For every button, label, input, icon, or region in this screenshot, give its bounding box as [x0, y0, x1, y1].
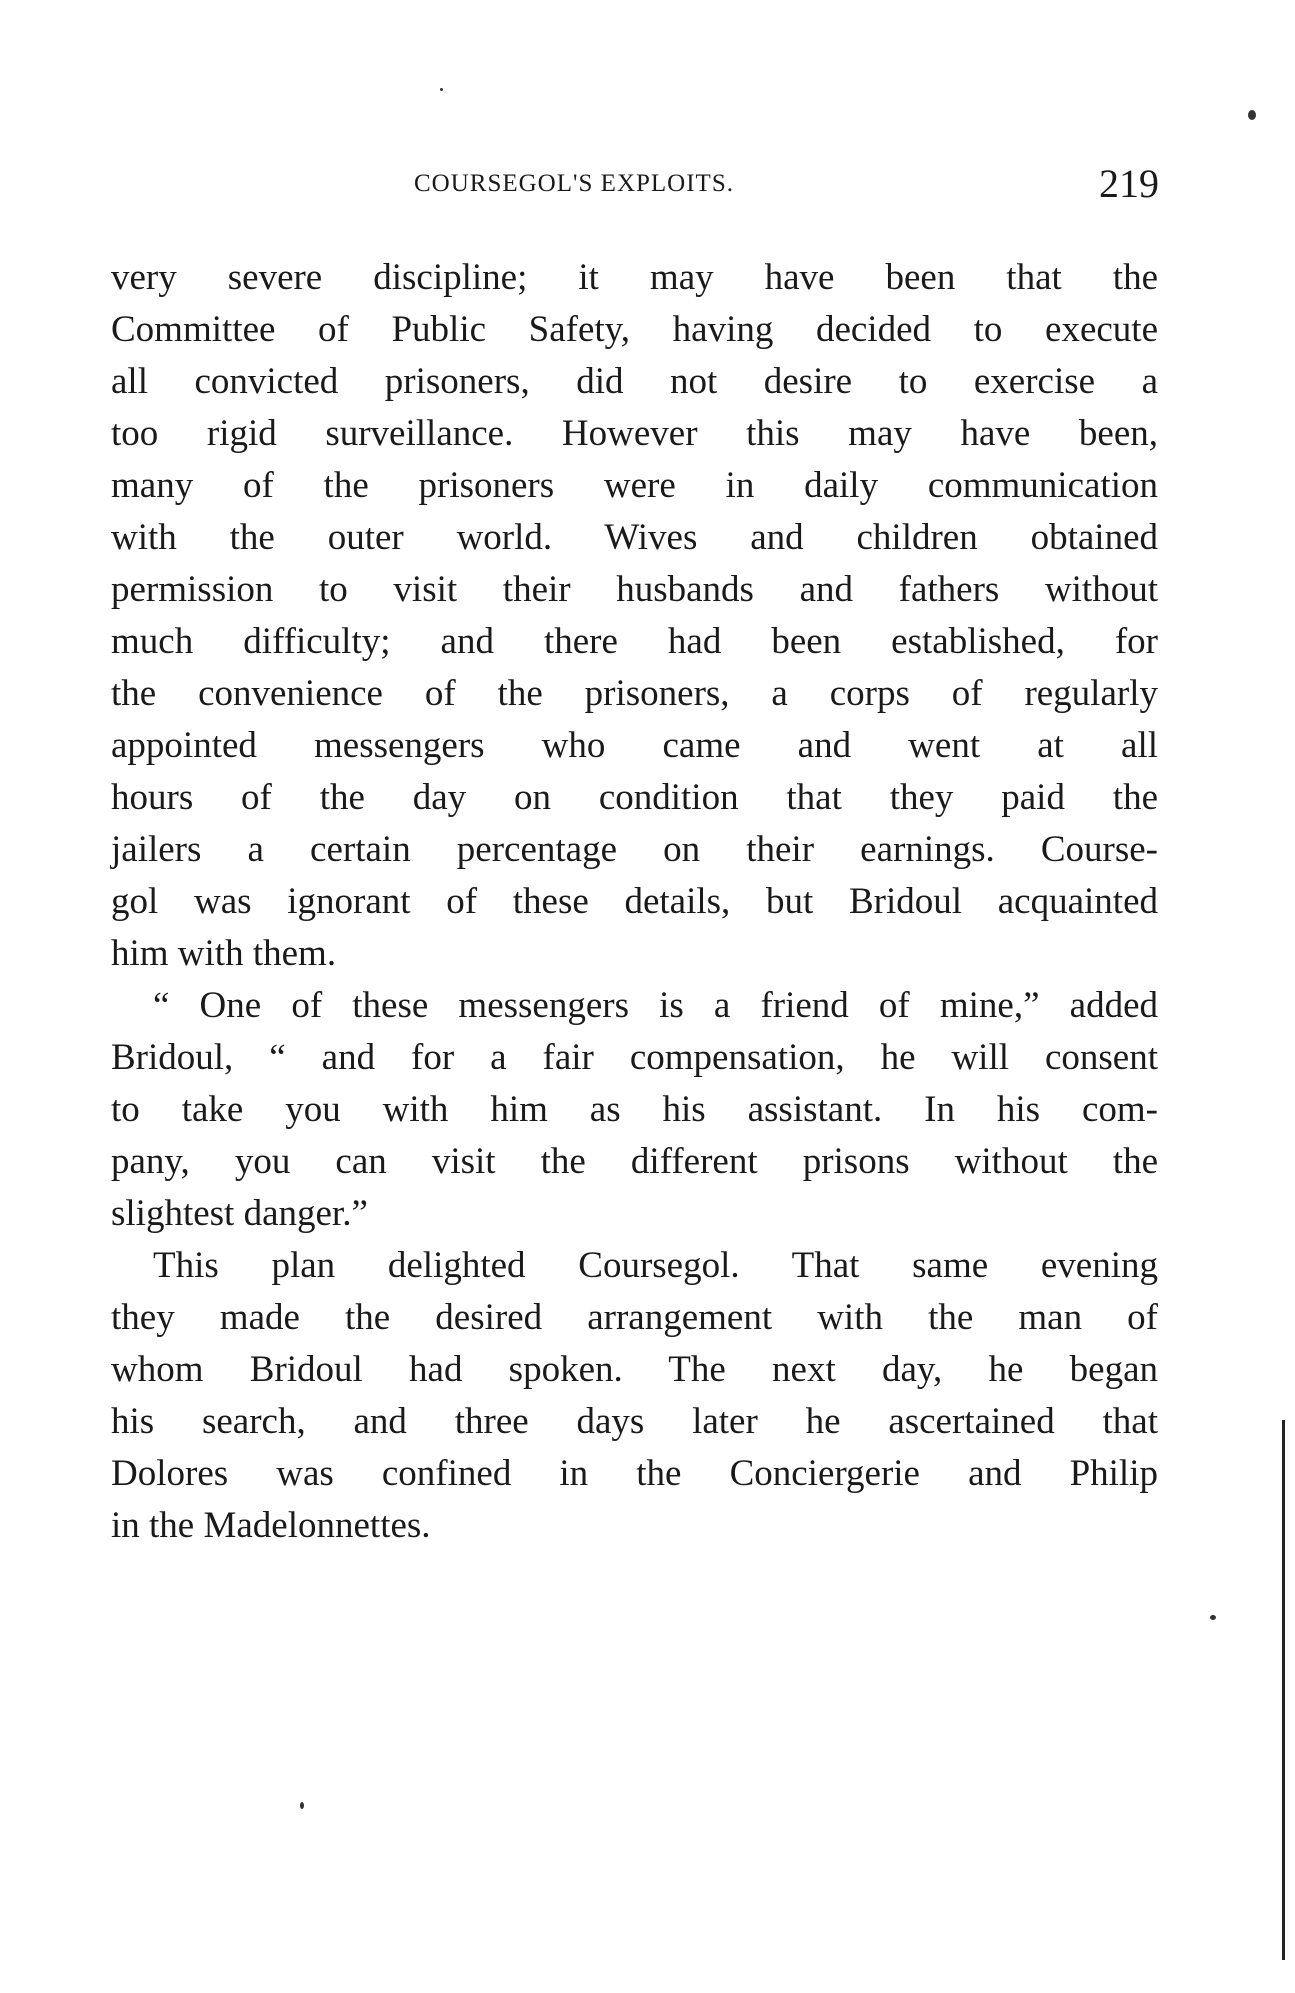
scan-speck [440, 88, 443, 91]
running-header: COURSEGOL'S EXPLOITS. [414, 170, 734, 197]
text-line: the convenience of the prisoners, a corps of regularly [111, 673, 1158, 714]
text-line: Bridoul, “ and for a fair compensation, he will consent [111, 1037, 1158, 1078]
text-line: very severe discipline; it may have been that the [111, 257, 1158, 298]
text-line: many of the prisoners were in daily communication [111, 465, 1158, 506]
text-line: his search, and three days later he ascertained that [111, 1401, 1158, 1442]
text-line: Dolores was confined in the Conciergerie and Philip [111, 1453, 1158, 1494]
text-line: they made the desired arrangement with the man of [111, 1297, 1158, 1338]
text-line: permission to visit their husbands and fathers without [111, 569, 1158, 610]
text-line: to take you with him as his assistant. In his com- [111, 1089, 1158, 1130]
text-line: appointed messengers who came and went at all [111, 725, 1158, 766]
text-line: This plan delighted Coursegol. That same evening [153, 1245, 1158, 1286]
text-line: jailers a certain percentage on their earnings. Course- [111, 829, 1158, 870]
text-line: with the outer world. Wives and children obtained [111, 517, 1158, 558]
page-number: 219 [1099, 161, 1159, 206]
text-line: all convicted prisoners, did not desire to exercise a [111, 361, 1158, 402]
scan-edge-mark [1282, 1420, 1285, 1960]
scan-speck [300, 1802, 304, 1809]
text-line: much difficulty; and there had been established, for [111, 621, 1158, 662]
text-line: whom Bridoul had spoken. The next day, he began [111, 1349, 1158, 1390]
text-line: gol was ignorant of these details, but Bridoul acquainted [111, 881, 1158, 922]
text-line: Committee of Public Safety, having decided to execute [111, 309, 1158, 350]
text-line: in the Madelonnettes. [111, 1505, 431, 1546]
text-line: “ One of these messengers is a friend of mine,” added [153, 985, 1158, 1026]
body-text [111, 252, 1158, 1552]
text-line: hours of the day on condition that they paid the [111, 777, 1158, 818]
text-line: pany, you can visit the different prisons without the [111, 1141, 1158, 1182]
text-line: him with them. [111, 933, 337, 974]
scan-speck [1248, 110, 1256, 120]
scan-speck [1210, 1615, 1216, 1620]
text-line: too rigid surveillance. However this may have been, [111, 413, 1158, 454]
text-line: slightest danger.” [111, 1193, 368, 1234]
